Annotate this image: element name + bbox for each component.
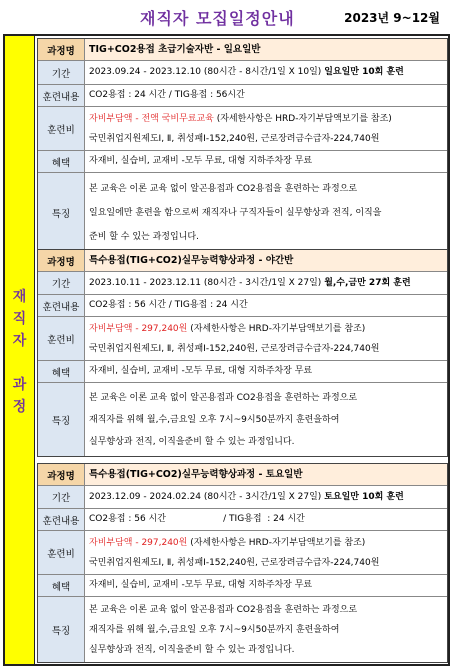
period-highlight: 월,수,금만 27회 훈련 [324,277,411,288]
feature-line: 본 교육은 이론 교육 없이 알곤용접과 CO2용접을 훈련하는 과정으로 [89,392,358,403]
benefit-row [38,151,447,173]
benefit-label: 혜택 [38,151,85,172]
course-name-row [38,39,447,61]
course-section-3 [37,463,448,663]
period-label: 기간 [38,61,85,84]
course-section-2 [37,249,448,457]
period-dates: 2023.10.11 - 2023.12.11 (80시간 - 3시간/1일 X 27일) [89,277,325,288]
period-value [85,61,447,84]
period-label: 기간 [38,272,85,294]
fee-value [85,107,447,150]
page-title: 재직자 모집일정안내 [140,9,295,28]
content-row [38,509,447,531]
course-section-1 [37,38,448,253]
sidebar-char: 재 [12,289,27,305]
header [0,0,454,34]
fee-row [38,107,447,151]
content-row [38,85,447,107]
fee-value [85,317,447,360]
fee-note: (자세한사항은 HRD-자기부담액보기를 참조) [187,537,366,548]
feature-line: 준비 할 수 있는 과정입니다. [89,231,199,242]
benefit-row [38,361,447,383]
fee-note: (자세한사항은 HRD-자기부담액보기를 참조) [187,323,366,334]
sidebar-char: 자 [12,333,27,349]
benefit-label: 혜택 [38,575,85,596]
content-value: CO2용접 : 56 시간 / TIG용접 : 24 시간 [89,514,305,524]
fee-subsidy: 국민취업지원제도Ⅰ, Ⅱ, 취성패Ⅰ-152,240원, 근로장려금수급자-224,740원 [89,343,380,354]
sidebar-category [5,36,35,664]
feature-label: 특징 [38,383,85,456]
benefit-value: 자재비, 실습비, 교재비 -모두 무료, 대형 지하주차장 무료 [89,366,313,376]
feature-line: 일요일에만 훈련을 함으로써 재직자나 구직자들이 실무향상과 전직, 이직을 [89,207,382,218]
period-row [38,486,447,509]
fee-label: 훈련비 [38,531,85,574]
fee-subsidy: 국민취업지원제도Ⅰ, Ⅱ, 취성패Ⅰ-152,240원, 근로장려금수급자-224,740원 [89,557,380,568]
content-label: 훈련내용 [38,295,85,316]
course-label: 과정명 [38,39,85,60]
fee-note: (자세한사항은 HRD-자기부담액보기를 참조) [213,113,392,124]
feature-row [38,173,447,252]
benefit-label: 혜택 [38,361,85,382]
period-row [38,272,447,295]
sidebar-char: 직 [12,311,27,327]
benefit-row [38,575,447,597]
feature-row [38,383,447,456]
fee-self-pay: 자비부담액 - 전액 국비무료교육 [89,113,214,124]
schedule-period: 2023년 9~12월 [344,11,440,25]
content-label: 훈련내용 [38,509,85,530]
sidebar-char: 정 [12,399,27,415]
course-label: 과정명 [38,464,85,485]
sidebar-label [5,286,34,418]
benefit-value: 자재비, 실습비, 교재비 -모두 무료, 대형 지하주차장 무료 [89,156,313,166]
fee-self-pay: 자비부담액 - 297,240원 [89,537,188,548]
benefit-value: 자재비, 실습비, 교재비 -모두 무료, 대형 지하주차장 무료 [89,580,313,590]
feature-line: 실무향상과 전직, 이직을준비 할 수 있는 과정입니다. [89,436,295,447]
period-dates: 2023.09.24 - 2023.12.10 (80시간 - 8시간/1일 X 10일) [89,67,325,77]
sidebar-char: 과 [12,377,27,393]
period-value [85,272,447,294]
content-value: CO2용접 : 56 시간 / TIG용접 : 24 시간 [89,300,248,310]
schedule-table [3,34,450,666]
period-dates: 2023.12.09 - 2024.02.24 (80시간 - 3시간/1일 X 27일) [89,491,325,502]
sidebar-spacer [5,352,34,374]
course-label: 과정명 [38,250,85,271]
period-row [38,61,447,85]
content-row [38,295,447,317]
feature-line: 재직자를 위해 월,수,금요일 오후 7시~9시50분까지 훈련을하여 [89,624,340,635]
course-name: TIG+CO2용접 초급기술자반 - 일요일반 [89,44,261,55]
fee-row [38,531,447,575]
feature-label: 특징 [38,597,85,662]
course-name: 특수용접(TIG+CO2)실무능력향상과정 - 야간반 [89,255,294,266]
feature-value [85,383,447,456]
period-highlight: 일요일만 10회 훈련 [324,67,404,77]
content-value: CO2용접 : 24 시간 / TIG용접 : 56시간 [89,90,245,100]
fee-value [85,531,447,574]
fee-label: 훈련비 [38,107,85,150]
content-label: 훈련내용 [38,85,85,106]
feature-row [38,597,447,662]
period-value [85,486,447,508]
feature-line: 재직자를 위해 월,수,금요일 오후 7시~9시50분까지 훈련을하여 [89,414,340,425]
fee-label: 훈련비 [38,317,85,360]
feature-value [85,173,447,252]
course-name-row [38,464,447,486]
course-name: 특수용접(TIG+CO2)실무능력향상과정 - 토요일반 [89,469,303,480]
feature-value [85,597,447,662]
feature-label: 특징 [38,173,85,252]
feature-line: 본 교육은 이론 교육 없이 알곤용접과 CO2용접을 훈련하는 과정으로 [89,604,358,615]
feature-line: 실무향상과 전직, 이직을준비 할 수 있는 과정입니다. [89,644,295,655]
fee-self-pay: 자비부담액 - 297,240원 [89,323,188,334]
period-highlight: 토요일만 10회 훈련 [324,491,404,502]
feature-line: 본 교육은 이론 교육 없이 알곤용접과 CO2용접을 훈련하는 과정으로 [89,183,358,194]
fee-row [38,317,447,361]
fee-subsidy: 국민취업지원제도Ⅰ, Ⅱ, 취성패Ⅰ-152,240원, 근로장려금수급자-224,740원 [89,133,380,144]
course-name-row [38,250,447,272]
period-label: 기간 [38,486,85,508]
